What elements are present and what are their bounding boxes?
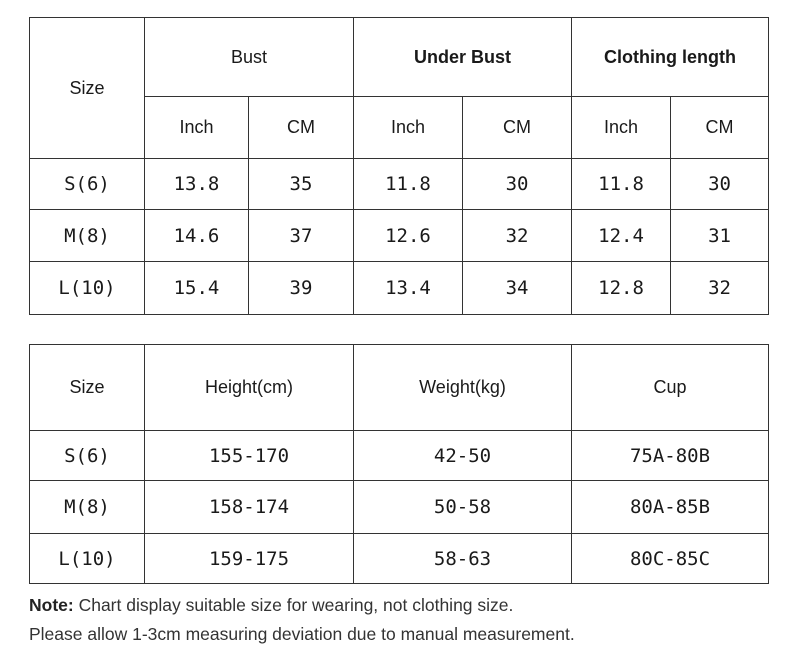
bust-inch-cell: 15.4 xyxy=(145,262,249,315)
clothing-length-inch-cell: 11.8 xyxy=(572,159,671,210)
bust-cm-header: CM xyxy=(249,97,354,159)
clothing-length-cm-header: CM xyxy=(671,97,769,159)
cup-cell: 75A-80B xyxy=(572,431,769,481)
table-row xyxy=(30,534,769,584)
size-cell: S(6) xyxy=(30,159,145,210)
weight-cell: 50-58 xyxy=(354,481,572,534)
weight-header: Weight(kg) xyxy=(354,345,572,431)
height-cell: 155-170 xyxy=(145,431,354,481)
clothing-length-header: Clothing length xyxy=(572,18,769,97)
bust-inch-header: Inch xyxy=(145,97,249,159)
size-header: Size xyxy=(30,345,145,431)
note-line-1 xyxy=(29,595,513,616)
bust-cm-cell: 39 xyxy=(249,262,354,315)
measurement-table xyxy=(29,17,769,315)
weight-cell: 42-50 xyxy=(354,431,572,481)
table-row xyxy=(30,210,769,262)
bust-inch-cell: 13.8 xyxy=(145,159,249,210)
bust-header: Bust xyxy=(145,18,354,97)
clothing-length-inch-header: Inch xyxy=(572,97,671,159)
height-cell: 158-174 xyxy=(145,481,354,534)
height-cell: 159-175 xyxy=(145,534,354,584)
bust-inch-cell: 14.6 xyxy=(145,210,249,262)
note-line-2: Please allow 1-3cm measuring deviation due to manual measurement. xyxy=(29,624,575,644)
note-label: Note: xyxy=(29,595,74,615)
table-row xyxy=(30,262,769,315)
under-bust-cm-cell: 32 xyxy=(463,210,572,262)
under-bust-inch-cell: 13.4 xyxy=(354,262,463,315)
weight-cell: 58-63 xyxy=(354,534,572,584)
table-row xyxy=(30,431,769,481)
height-header: Height(cm) xyxy=(145,345,354,431)
clothing-length-cm-cell: 31 xyxy=(671,210,769,262)
size-cell: M(8) xyxy=(30,481,145,534)
clothing-length-cm-cell: 30 xyxy=(671,159,769,210)
under-bust-inch-cell: 12.6 xyxy=(354,210,463,262)
bust-cm-cell: 37 xyxy=(249,210,354,262)
fit-table xyxy=(29,344,769,584)
under-bust-inch-header: Inch xyxy=(354,97,463,159)
clothing-length-inch-cell: 12.4 xyxy=(572,210,671,262)
bust-cm-cell: 35 xyxy=(249,159,354,210)
table-row xyxy=(30,481,769,534)
cup-cell: 80A-85B xyxy=(572,481,769,534)
cup-header: Cup xyxy=(572,345,769,431)
clothing-length-cm-cell: 32 xyxy=(671,262,769,315)
under-bust-inch-cell: 11.8 xyxy=(354,159,463,210)
clothing-length-inch-cell: 12.8 xyxy=(572,262,671,315)
under-bust-cm-cell: 34 xyxy=(463,262,572,315)
size-header: Size xyxy=(30,18,145,159)
under-bust-header: Under Bust xyxy=(354,18,572,97)
note-text: Chart display suitable size for wearing, not clothing size. xyxy=(73,595,514,615)
under-bust-cm-header: CM xyxy=(463,97,572,159)
size-cell: M(8) xyxy=(30,210,145,262)
under-bust-cm-cell: 30 xyxy=(463,159,572,210)
cup-cell: 80C-85C xyxy=(572,534,769,584)
size-cell: S(6) xyxy=(30,431,145,481)
size-cell: L(10) xyxy=(30,262,145,315)
size-cell: L(10) xyxy=(30,534,145,584)
table-row xyxy=(30,159,769,210)
